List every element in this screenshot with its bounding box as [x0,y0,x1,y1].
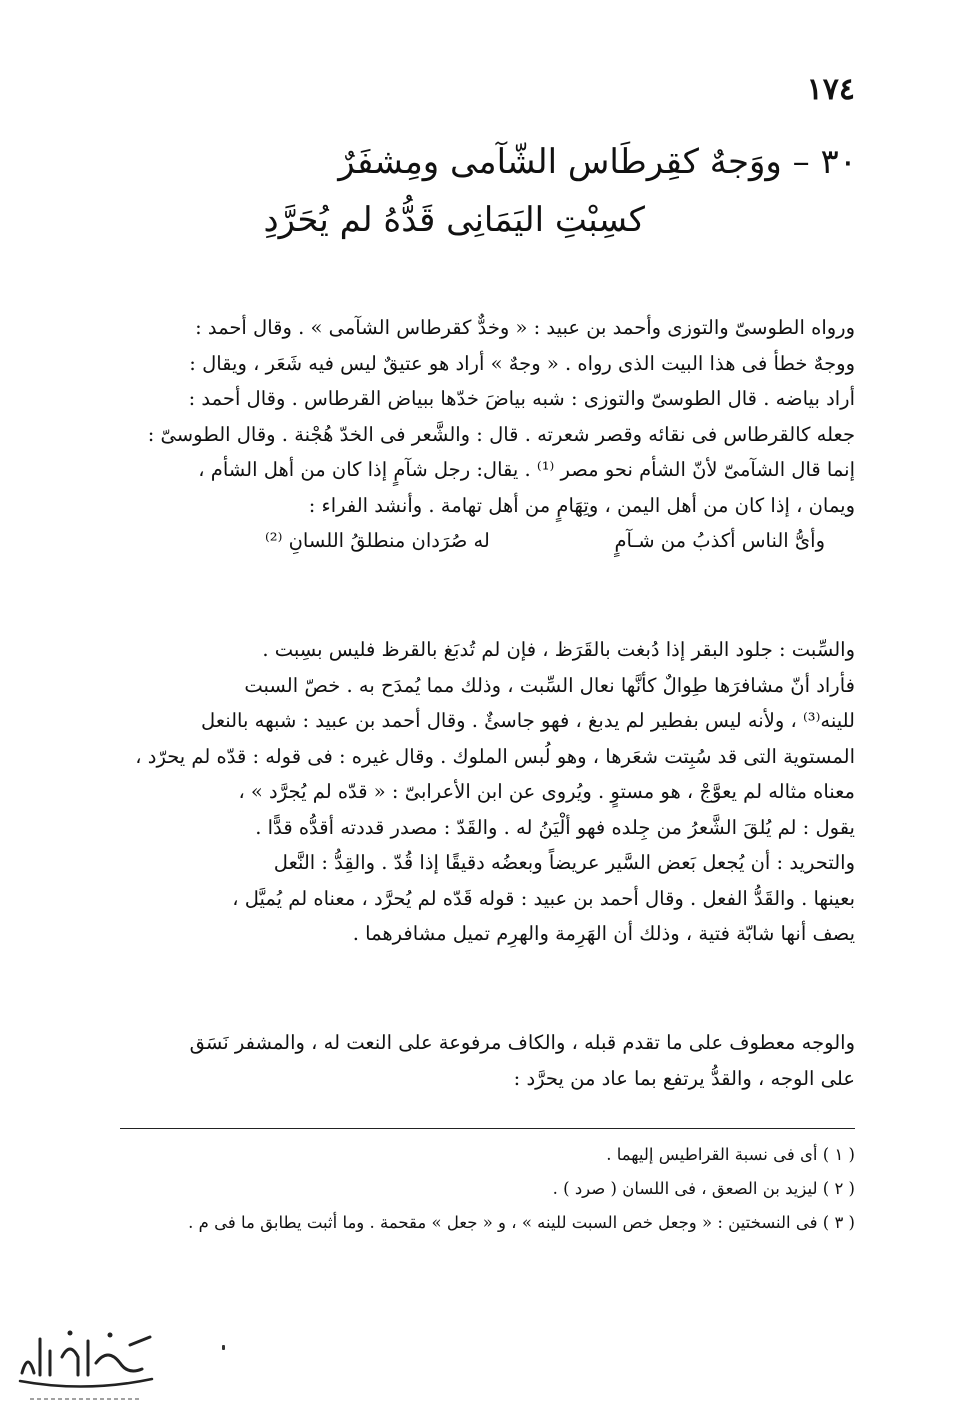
verse-line-2: كسِبْتِ اليَمَانِى قَدُّهُ لم يُحَرَّدِ [263,200,645,240]
text-line: معناه مثاله لم يعوَّجْ ، هو مستوٍ . ويُروى عن ابن الأعرابىّ : « قدّه لم يُجرَّد » ، [238,780,855,803]
verse-line-1: ٣٠ – ووَجهٌ كقِرطَاس الشّآمى ومِشفَرٌ [338,142,857,182]
commentary-paragraph-3 [130,1025,855,1096]
text-line: والوجه معطوف على ما تقدم قبله ، والكاف مرفوعة على النعت له ، والمشفر نَسَق [189,1031,855,1054]
text-line: المستوية التى قد سُبِتت شعَرها ، وهو لُبس الملوك . وقال غيره : فى قوله : قدّه لم يحرّد ، [135,744,855,768]
text-line: ويمان ، إذا كان من أهل اليمن ، وتِهَامٍ من أهل تهامة . وأنشد الفراء : [308,493,855,517]
library-stamp-logo [10,1311,160,1411]
footnote-2: ( ٢ ) ليزيد بن الصعق ، فى اللسان ( صرد ) . [552,1179,855,1198]
quoted-verse [265,523,825,559]
quoted-verse-second-half: له صُرَدان منطلقُ اللسانِ ⁽²⁾ [265,529,490,552]
page-number: ١٧٤ [806,72,855,107]
commentary-paragraph-1 [130,310,855,559]
text-line: أراد بياضه . قال الطوسىّ والتوزى : شبه بياضَ خدّها ببياض القرطاس . وقال أحمد : [188,387,855,410]
footnote-1: ( ١ ) أى فى نسبة القراطيس إليهما . [606,1145,855,1164]
ink-speck [222,1345,225,1350]
text-line: بعينها . والقَدُّ الفعل . وقال أحمد بن عبيد : قوله قَدّه لم يُحرَّد ، معناه لم يُميَّل ، [232,886,855,910]
footnotes [120,1138,855,1240]
quoted-verse-first-half: وأىُّ الناس أكذبُ من شـآمٍ [614,529,825,552]
footnote-divider [120,1128,855,1129]
text-line: ووجهٌ خطأ فى هذا البيت الذى رواه . « وجهٌ » أراد هو عتيقٌ ليس فيه شَعَر ، ويقال : [189,351,855,375]
text-line: للينه⁽³⁾ ، ولأنه ليس بفطير لم يدبغ ، فهو جاسئٌ . وقال أحمد بن عبيد : شبهه بالنعل [201,709,855,732]
text-line: ورواه الطوسىّ والتوزى وأحمد بن عبيد : « وخدٌّ كقرطاس الشآمى » . وقال أحمد : [195,316,855,339]
text-line: جعله كالقرطاس فى نقائه وقصر شعرته . قال : والشَّعر فى الخدّ هُجْنة . وقال الطوسىّ : [147,422,855,446]
text-line: يصف أنها شابّة فتية ، وذلك أن الهَرِمة والهرِم تميل مشافرهما . [352,922,855,945]
text-line: يقول : لم يُلقَ الشَّعرُ من جِلده فهو ألْيَنُ له . والقَدّ : مصدر قددته أقدُّه قدًّا . [255,815,855,839]
text-line: فأراد أنّ مشافرَها طِوالٌ كأنَّها نعال السِّبت ، وذلك مما يُمدَح به . خصّ السبت [244,673,855,697]
footnote-3: ( ٣ ) فى النسختين : « وجعل خص السبت للينه » ، و « جعل » مقحمة . وما أثبت يطابق ما فى م . [188,1213,855,1232]
commentary-paragraph-2 [130,632,855,952]
text-line: على الوجه ، والقدُّ يرتفع بما عاد من يحرَّد : [513,1066,855,1090]
text-line: والسِّبت : جلود البقر إذا دُبغت بالقَرَظ ، فإن لم تُدبَغ بالقرظ فليس بسِبت . [262,638,855,661]
text-line: والتحريد : أن يُجعل بَعض السَّير عريضاً وبعضُه دقيقًا إذا قُدّ . والقِدُّ : النَّعل [273,851,855,874]
text-line: إنما قال الشآمىّ لأنّ الشأم نحو مصر ⁽¹⁾ . يقال: رجل شآمٍ إذا كان من أهل الشأم ، [198,458,855,481]
